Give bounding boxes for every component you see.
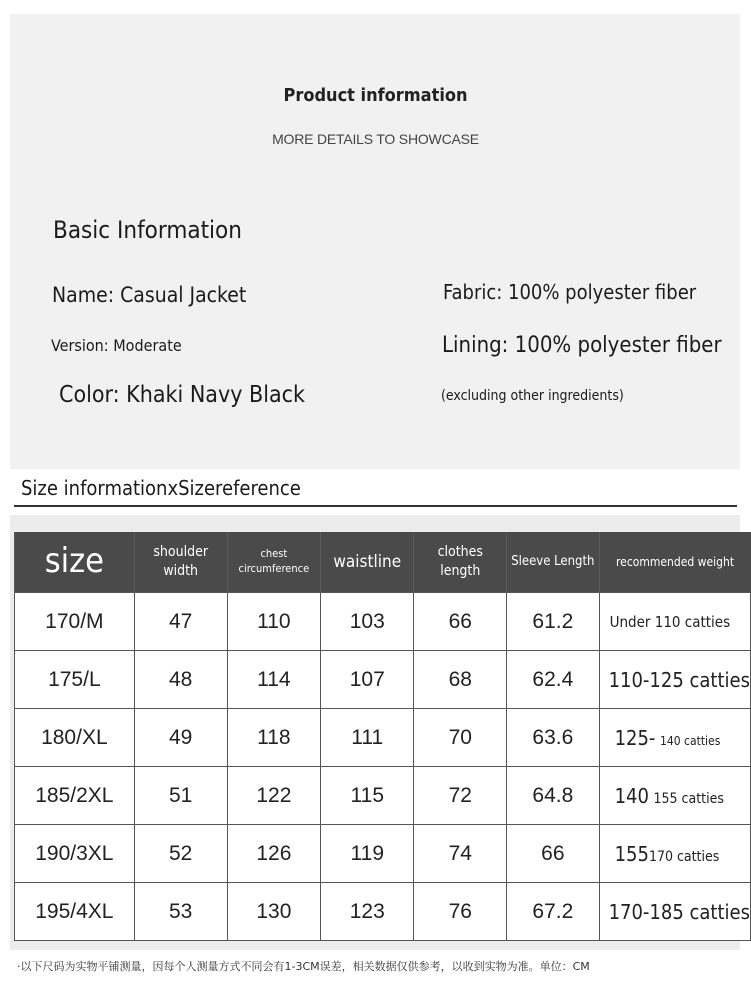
- cell-sleeve: 67.2: [507, 883, 600, 941]
- cell-length: 72: [414, 767, 507, 825]
- size-info-heading: Size informationxSizereference: [21, 476, 301, 500]
- basic-info-heading: Basic Information: [53, 216, 242, 244]
- page-title: Product information: [283, 85, 468, 106]
- cell-size: 185/2XL: [15, 767, 135, 825]
- cell-length: 70: [414, 709, 507, 767]
- cell-weight: [599, 651, 750, 709]
- table-row: [15, 651, 751, 709]
- cell-sleeve: 63.6: [507, 709, 600, 767]
- cell-weight-extra: 140 catties: [660, 733, 721, 748]
- cell-sleeve: 64.8: [507, 767, 600, 825]
- cell-weight-main: 170-185 catties: [608, 899, 750, 924]
- cell-waist: 103: [321, 593, 414, 651]
- cell-weight: [599, 825, 750, 883]
- table-row: [15, 709, 751, 767]
- cell-size: 175/L: [15, 651, 135, 709]
- cell-weight-main: 140: [614, 783, 649, 808]
- product-name: Name: Casual Jacket: [52, 283, 247, 307]
- cell-waist: 123: [321, 883, 414, 941]
- product-color: Color: Khaki Navy Black: [59, 382, 306, 408]
- table-row: [15, 883, 751, 941]
- divider: [14, 505, 737, 507]
- cell-weight: [599, 883, 750, 941]
- cell-size: 195/4XL: [15, 883, 135, 941]
- col-header-waist-label: waistline: [333, 551, 402, 572]
- col-header-length: [414, 532, 507, 593]
- col-header-shoulder-line2: width: [163, 563, 199, 579]
- cell-size: 170/M: [15, 593, 135, 651]
- cell-chest: 118: [227, 709, 320, 767]
- cell-waist: 119: [321, 825, 414, 883]
- col-header-chest: [227, 532, 320, 593]
- cell-waist: 115: [321, 767, 414, 825]
- measurement-footnote: ·以下尺码为实物平铺测量，因每个人测量方式不同会有1-3CM误差，相关数据仅供参考，以收到实物为准。单位：CM: [17, 960, 590, 973]
- cell-length: 74: [414, 825, 507, 883]
- cell-size: 190/3XL: [15, 825, 135, 883]
- cell-weight: [599, 709, 750, 767]
- cell-chest: 114: [227, 651, 320, 709]
- cell-chest: 126: [227, 825, 320, 883]
- cell-weight-main: Under 110 catties: [609, 613, 731, 631]
- cell-shoulder: 49: [134, 709, 227, 767]
- cell-shoulder: 51: [134, 767, 227, 825]
- cell-chest: 110: [227, 593, 320, 651]
- cell-sleeve: 66: [507, 825, 600, 883]
- cell-weight-extra: 155 catties: [653, 790, 724, 807]
- cell-shoulder: 53: [134, 883, 227, 941]
- cell-size: 180/XL: [15, 709, 135, 767]
- col-header-length-line2: length: [440, 563, 481, 579]
- cell-weight-main: 110-125 catties: [608, 667, 750, 692]
- cell-weight-extra: 170 catties: [648, 848, 720, 865]
- cell-shoulder: 52: [134, 825, 227, 883]
- size-table: [14, 532, 751, 941]
- cell-weight-main: 155: [614, 841, 649, 866]
- col-header-chest-line1: chest: [260, 547, 288, 561]
- page-subtitle: MORE DETAILS TO SHOWCASE: [272, 131, 479, 147]
- cell-waist: 111: [321, 709, 414, 767]
- col-header-shoulder: [134, 532, 227, 593]
- size-table-header: [15, 532, 751, 593]
- cell-waist: 107: [321, 651, 414, 709]
- col-header-sleeve-label: Sleeve Length: [511, 554, 595, 570]
- col-header-length-line1: clothes: [437, 544, 483, 561]
- product-lining: Lining: 100% polyester fiber: [442, 333, 722, 358]
- cell-length: 76: [414, 883, 507, 941]
- col-header-size: [15, 532, 135, 593]
- col-header-weight-label: recommended weight: [616, 554, 735, 569]
- cell-weight: [599, 593, 750, 651]
- cell-shoulder: 48: [134, 651, 227, 709]
- cell-chest: 122: [227, 767, 320, 825]
- cell-sleeve: 61.2: [507, 593, 600, 651]
- table-row: [15, 825, 751, 883]
- table-row: [15, 767, 751, 825]
- col-header-sleeve: [507, 532, 600, 593]
- col-header-chest-line2: circumference: [238, 562, 310, 575]
- table-row: [15, 593, 751, 651]
- col-header-shoulder-line1: shoulder: [153, 544, 209, 561]
- cell-length: 68: [414, 651, 507, 709]
- cell-sleeve: 62.4: [507, 651, 600, 709]
- cell-shoulder: 47: [134, 593, 227, 651]
- cell-length: 66: [414, 593, 507, 651]
- cell-chest: 130: [227, 883, 320, 941]
- product-fabric: Fabric: 100% polyester fiber: [443, 280, 697, 304]
- col-header-waist: [321, 532, 414, 593]
- cell-weight: [599, 767, 750, 825]
- cell-weight-main: 125-: [614, 725, 656, 750]
- col-header-size-label: size: [44, 541, 105, 582]
- col-header-weight: [599, 532, 750, 593]
- ingredients-note: (excluding other ingredients): [441, 388, 624, 404]
- product-version: Version: Moderate: [51, 336, 182, 355]
